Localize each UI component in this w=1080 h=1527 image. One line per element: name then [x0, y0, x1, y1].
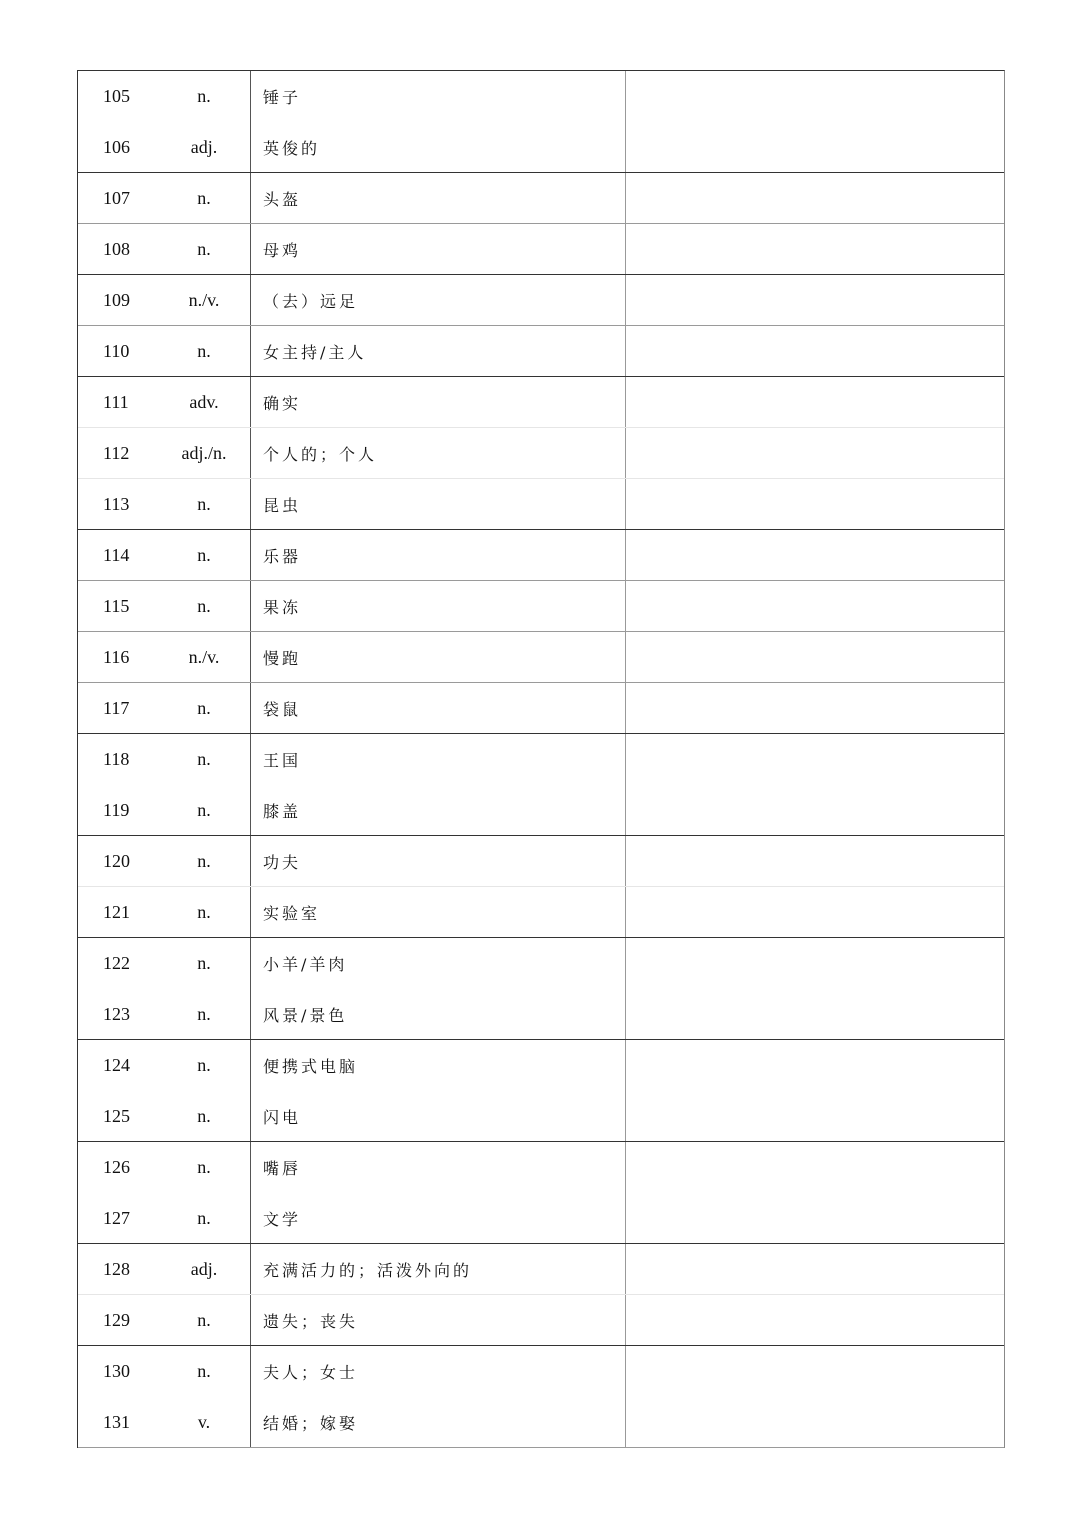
answer-cell: [626, 377, 1004, 427]
vocabulary-table: [77, 70, 1005, 1448]
word-info-cell: [78, 530, 251, 580]
answer-cell: [626, 224, 1004, 274]
chinese-meaning: 实验室: [251, 887, 626, 937]
table-row: [78, 224, 1004, 275]
word-info-cell: [78, 1397, 251, 1447]
table-row: [78, 785, 1004, 836]
chinese-meaning: （去）远足: [251, 275, 626, 325]
part-of-speech: n.: [197, 799, 211, 820]
chinese-meaning: 锤子: [251, 71, 626, 122]
word-number: 126: [103, 1157, 130, 1177]
answer-cell: [626, 887, 1004, 937]
part-of-speech: n.: [197, 187, 211, 208]
table-row: [78, 377, 1004, 428]
chinese-meaning: 结婚；嫁娶: [251, 1397, 626, 1447]
part-of-speech: n.: [197, 850, 211, 871]
answer-cell: [626, 632, 1004, 682]
table-row: [78, 1346, 1004, 1397]
table-row: [78, 734, 1004, 785]
word-info-cell: [78, 1346, 251, 1397]
word-number: 112: [103, 442, 130, 463]
part-of-speech: n.: [197, 749, 211, 769]
part-of-speech: n.: [197, 544, 211, 565]
chinese-meaning: 闪电: [251, 1091, 626, 1141]
answer-cell: [626, 785, 1004, 835]
word-info-cell: [78, 377, 251, 427]
table-row: [78, 938, 1004, 989]
answer-cell: [626, 326, 1004, 376]
word-number: 109: [103, 289, 130, 310]
chinese-meaning: 嘴唇: [251, 1142, 626, 1193]
word-info-cell: [78, 1142, 251, 1193]
part-of-speech: n.: [197, 953, 211, 973]
part-of-speech: n.: [197, 1309, 211, 1330]
word-info-cell: [78, 938, 251, 989]
word-info-cell: [78, 428, 251, 478]
answer-cell: [626, 1295, 1004, 1345]
word-number: 128: [103, 1258, 130, 1279]
part-of-speech: n.: [197, 595, 211, 616]
table-row: [78, 275, 1004, 326]
part-of-speech: adj.: [190, 1258, 218, 1279]
chinese-meaning: 小羊/羊肉: [251, 938, 626, 989]
answer-cell: [626, 581, 1004, 631]
answer-cell: [626, 683, 1004, 733]
chinese-meaning: 袋鼠: [251, 683, 626, 733]
word-info-cell: [78, 173, 251, 223]
table-row: [78, 1040, 1004, 1091]
part-of-speech: n.: [197, 493, 211, 514]
table-row: [78, 683, 1004, 734]
word-number: 122: [103, 953, 130, 973]
part-of-speech: n.: [197, 697, 211, 718]
word-info-cell: [78, 632, 251, 682]
part-of-speech: n.: [197, 901, 211, 922]
answer-cell: [626, 122, 1004, 172]
word-info-cell: [78, 1244, 251, 1294]
table-row: [78, 1397, 1004, 1448]
table-row: [78, 1091, 1004, 1142]
chinese-meaning: 乐器: [251, 530, 626, 580]
word-info-cell: [78, 785, 251, 835]
answer-cell: [626, 479, 1004, 529]
word-number: 114: [103, 544, 130, 565]
table-row: [78, 1193, 1004, 1244]
part-of-speech: n./v.: [188, 289, 220, 310]
part-of-speech: adj./n.: [181, 442, 227, 463]
table-row: [78, 581, 1004, 632]
answer-cell: [626, 734, 1004, 785]
part-of-speech: n.: [197, 238, 211, 259]
word-number: 105: [103, 86, 130, 106]
answer-cell: [626, 71, 1004, 122]
table-row: [78, 479, 1004, 530]
table-row: [78, 173, 1004, 224]
word-info-cell: [78, 683, 251, 733]
chinese-meaning: 夫人；女士: [251, 1346, 626, 1397]
answer-cell: [626, 1193, 1004, 1243]
answer-cell: [626, 1346, 1004, 1397]
word-info-cell: [78, 71, 251, 122]
chinese-meaning: 慢跑: [251, 632, 626, 682]
chinese-meaning: 膝盖: [251, 785, 626, 835]
word-number: 119: [103, 799, 130, 820]
word-info-cell: [78, 275, 251, 325]
part-of-speech: n./v.: [188, 646, 220, 667]
word-number: 130: [103, 1361, 130, 1381]
answer-cell: [626, 989, 1004, 1039]
answer-cell: [626, 530, 1004, 580]
answer-cell: [626, 938, 1004, 989]
word-number: 123: [103, 1003, 130, 1024]
part-of-speech: n.: [197, 1157, 211, 1177]
answer-cell: [626, 173, 1004, 223]
chinese-meaning: 确实: [251, 377, 626, 427]
word-info-cell: [78, 479, 251, 529]
table-row: [78, 1295, 1004, 1346]
answer-cell: [626, 836, 1004, 886]
word-info-cell: [78, 122, 251, 172]
word-number: 131: [103, 1411, 130, 1432]
word-info-cell: [78, 1091, 251, 1141]
table-row: [78, 428, 1004, 479]
word-number: 118: [103, 749, 130, 769]
word-number: 107: [103, 187, 130, 208]
part-of-speech: n.: [197, 340, 211, 361]
word-number: 106: [103, 136, 130, 157]
table-row: [78, 1142, 1004, 1193]
word-info-cell: [78, 1040, 251, 1091]
chinese-meaning: 女主持/主人: [251, 326, 626, 376]
part-of-speech: n.: [197, 1207, 211, 1228]
chinese-meaning: 昆虫: [251, 479, 626, 529]
word-info-cell: [78, 989, 251, 1039]
answer-cell: [626, 1244, 1004, 1294]
part-of-speech: adv.: [189, 391, 219, 412]
table-row: [78, 122, 1004, 173]
word-number: 108: [103, 238, 130, 259]
word-info-cell: [78, 224, 251, 274]
table-row: [78, 989, 1004, 1040]
chinese-meaning: 功夫: [251, 836, 626, 886]
word-number: 116: [103, 646, 130, 667]
word-number: 117: [103, 697, 130, 718]
word-number: 124: [103, 1055, 130, 1075]
chinese-meaning: 遗失；丧失: [251, 1295, 626, 1345]
part-of-speech: n.: [197, 1361, 211, 1381]
part-of-speech: n.: [197, 86, 211, 106]
word-info-cell: [78, 326, 251, 376]
chinese-meaning: 个人的；个人: [251, 428, 626, 478]
table-row: [78, 887, 1004, 938]
chinese-meaning: 文学: [251, 1193, 626, 1243]
answer-cell: [626, 1091, 1004, 1141]
part-of-speech: v.: [197, 1411, 211, 1432]
word-number: 121: [103, 901, 130, 922]
chinese-meaning: 王国: [251, 734, 626, 785]
word-number: 110: [103, 340, 130, 361]
word-info-cell: [78, 581, 251, 631]
table-row: [78, 836, 1004, 887]
answer-cell: [626, 1142, 1004, 1193]
word-number: 127: [103, 1207, 130, 1228]
chinese-meaning: 头盔: [251, 173, 626, 223]
part-of-speech: adj.: [190, 136, 218, 157]
chinese-meaning: 英俊的: [251, 122, 626, 172]
table-row: [78, 71, 1004, 122]
word-info-cell: [78, 1193, 251, 1243]
chinese-meaning: 充满活力的；活泼外向的: [251, 1244, 626, 1294]
answer-cell: [626, 428, 1004, 478]
answer-cell: [626, 1040, 1004, 1091]
table-row: [78, 530, 1004, 581]
word-info-cell: [78, 836, 251, 886]
table-row: [78, 1244, 1004, 1295]
word-info-cell: [78, 1295, 251, 1345]
chinese-meaning: 母鸡: [251, 224, 626, 274]
word-number: 125: [103, 1105, 130, 1126]
part-of-speech: n.: [197, 1003, 211, 1024]
word-number: 113: [103, 493, 130, 514]
part-of-speech: n.: [197, 1105, 211, 1126]
table-row: [78, 326, 1004, 377]
answer-cell: [626, 275, 1004, 325]
word-info-cell: [78, 887, 251, 937]
word-number: 120: [103, 850, 130, 871]
word-number: 115: [103, 595, 130, 616]
part-of-speech: n.: [197, 1055, 211, 1075]
word-number: 129: [103, 1309, 130, 1330]
word-number: 111: [103, 391, 129, 412]
word-info-cell: [78, 734, 251, 785]
table-row: [78, 632, 1004, 683]
chinese-meaning: 果冻: [251, 581, 626, 631]
chinese-meaning: 便携式电脑: [251, 1040, 626, 1091]
answer-cell: [626, 1397, 1004, 1447]
chinese-meaning: 风景/景色: [251, 989, 626, 1039]
